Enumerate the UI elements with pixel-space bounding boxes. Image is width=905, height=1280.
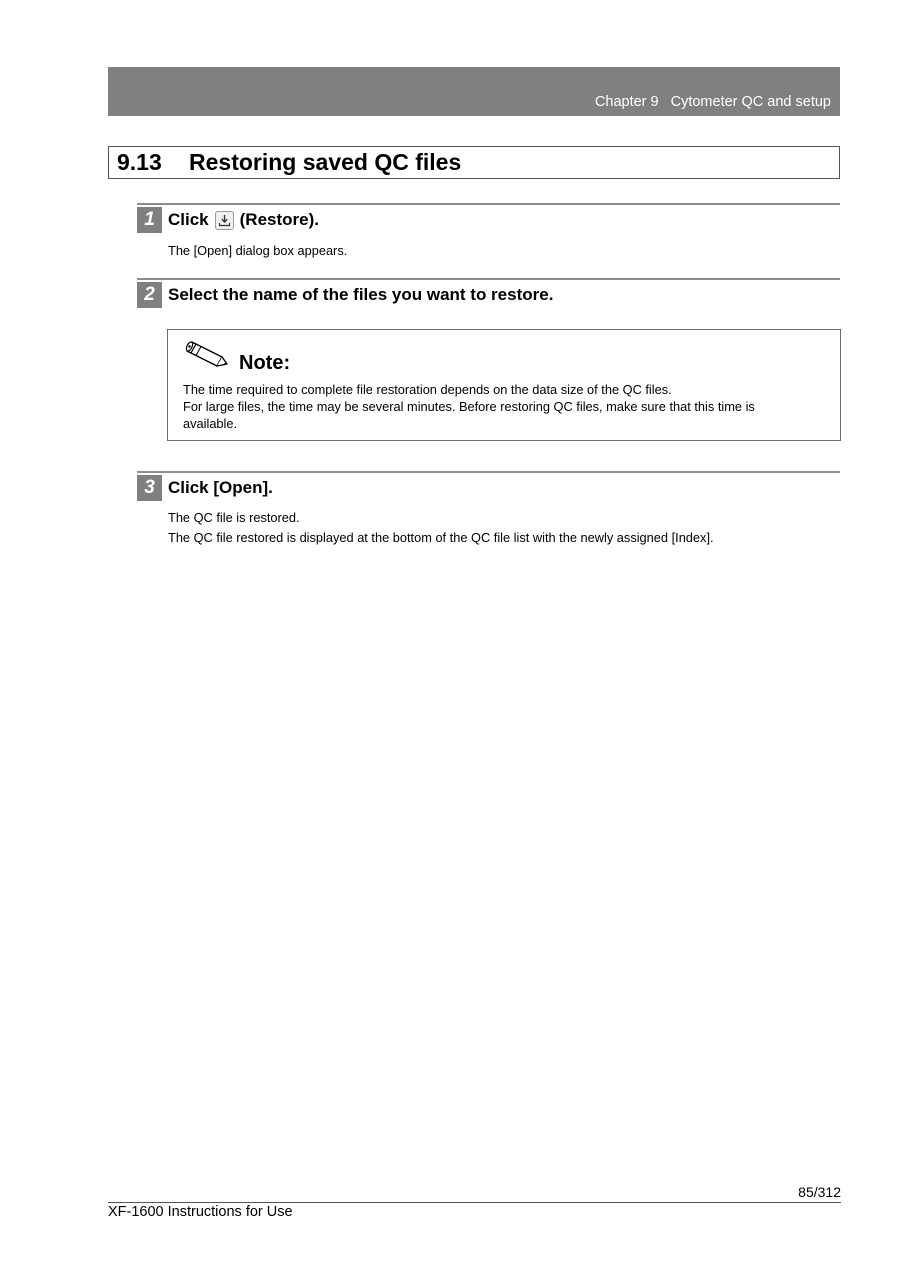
step-number-badge: 3	[137, 475, 162, 501]
step-3	[137, 471, 840, 551]
chapter-header-text	[595, 94, 831, 110]
note-text-line: The time required to complete file restoration depends on the data size of the QC files.	[183, 382, 672, 397]
step-description: The QC file restored is displayed at the bottom of the QC file list with the newly assigned [Index].	[168, 530, 714, 545]
note-title: Note:	[239, 352, 291, 374]
step-title-suffix: (Restore).	[239, 210, 319, 229]
step-title	[168, 210, 319, 230]
step-divider	[137, 471, 840, 473]
chapter-header	[108, 67, 840, 116]
chapter-label: Chapter 9	[594, 94, 659, 110]
note-text-line: available.	[183, 416, 238, 431]
section-title	[108, 146, 840, 179]
step-2	[137, 278, 840, 312]
step-1	[137, 203, 840, 263]
step-description: The [Open] dialog box appears.	[168, 243, 348, 258]
step-divider	[137, 203, 840, 205]
note-box	[167, 329, 841, 441]
section-number: 9.13	[117, 149, 162, 175]
footer-divider	[108, 1202, 841, 1203]
step-divider	[137, 278, 840, 280]
step-number-badge: 1	[137, 207, 162, 233]
step-description: The QC file is restored.	[168, 510, 300, 525]
note-text-line: For large files, the time may be several minutes. Before restoring QC files, make sure that this time is	[183, 399, 755, 414]
step-title-prefix: Click	[168, 210, 209, 229]
section-title-text: Restoring saved QC files	[189, 149, 462, 175]
document-title: XF-1600 Instructions for Use	[108, 1204, 293, 1220]
chapter-title: Cytometer QC and setup	[670, 94, 831, 110]
step-title: Click [Open].	[168, 478, 273, 497]
step-title: Select the name of the files you want to restore.	[168, 285, 554, 304]
step-number-badge: 2	[137, 282, 162, 308]
restore-icon	[215, 211, 234, 230]
page-number: 85/312	[798, 1184, 841, 1200]
pencil-icon	[182, 338, 230, 375]
